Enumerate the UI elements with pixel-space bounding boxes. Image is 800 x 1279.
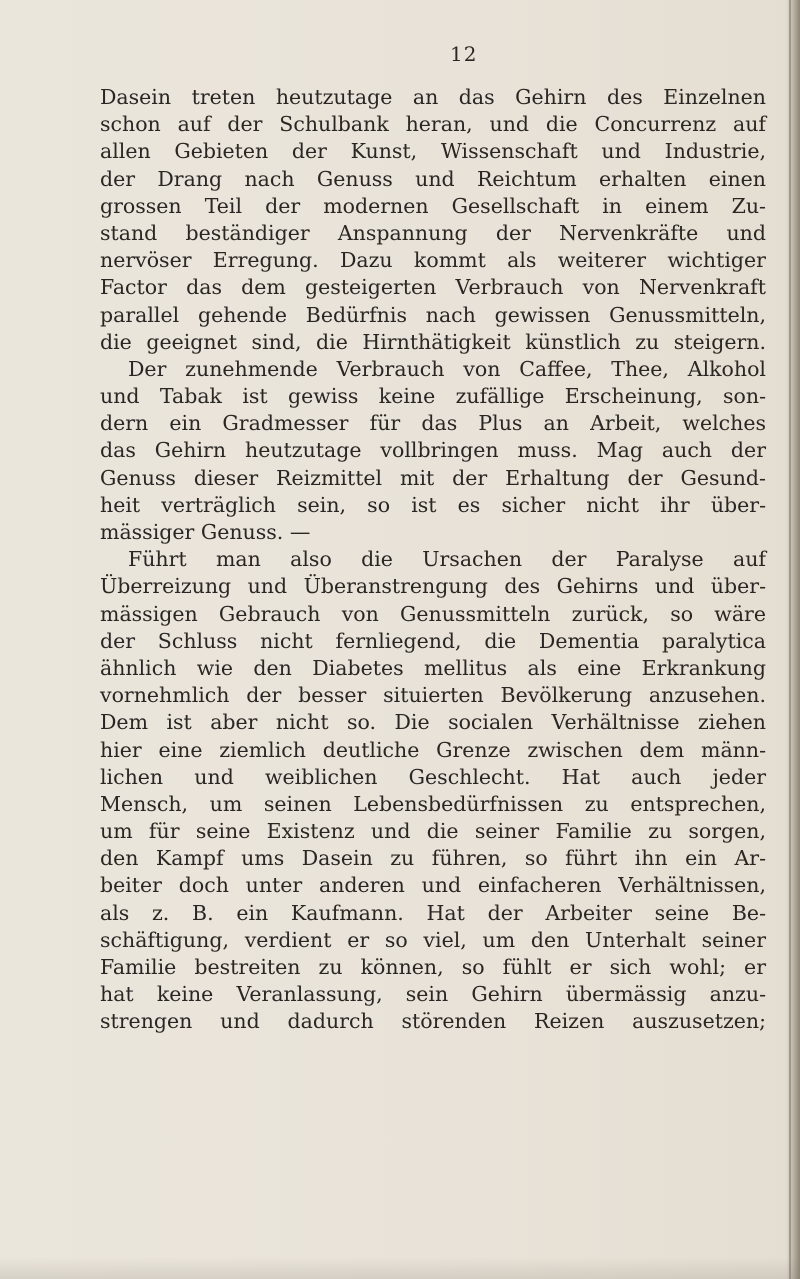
binding-edge-line [789,0,791,1279]
text-line: hat keine Veranlassung, sein Gehirn übermässig anzu- [100,982,766,1007]
text-line: grossen Teil der modernen Gesellschaft in einem Zu- [100,193,766,218]
text-line: den Kampf ums Dasein zu führen, so führt ihn ein Ar- [100,846,766,871]
text-line: Mensch, um seinen Lebensbedürfnissen zu entsprechen, [100,791,766,816]
body-text [100,84,766,1036]
text-line: ähnlich wie den Diabetes mellitus als eine Erkrankung [100,655,766,680]
text-line: hier eine ziemlich deutliche Grenze zwischen dem männ- [100,737,766,762]
text-line: mässigen Gebrauch von Genussmitteln zurück, so wäre [100,601,766,626]
text-line: schäftigung, verdient er so viel, um den Unterhalt seiner [100,927,766,952]
text-line: und Tabak ist gewiss keine zufällige Erscheinung, son- [100,384,766,409]
text-line: stand beständiger Anspannung der Nervenkräfte und [100,220,766,245]
text-line: das Gehirn heutzutage vollbringen muss. Mag auch der [100,438,766,463]
text-line: parallel gehende Bedürfnis nach gewissen Genussmitteln, [100,302,766,327]
text-line: um für seine Existenz und die seiner Familie zu sorgen, [100,819,766,844]
text-line: Factor das dem gesteigerten Verbrauch von Nervenkraft [100,275,766,300]
text-line: die geeignet sind, die Hirnthätigkeit künstlich zu steigern. [100,329,766,354]
text-line: vornehmlich der besser situierten Bevölkerung anzusehen. [100,683,766,708]
text-line: Dem ist aber nicht so. Die socialen Verhältnisse ziehen [100,710,766,735]
text-line: der Schluss nicht fernliegend, die Dementia paralytica [100,628,766,653]
page-number: 12 [450,42,478,66]
text-line: dern ein Gradmesser für das Plus an Arbeit, welches [100,411,766,436]
text-line: Genuss dieser Reizmittel mit der Erhaltung der Gesund- [100,465,766,490]
text-line: Familie bestreiten zu können, so fühlt er sich wohl; er [100,955,766,979]
text-line: Der zunehmende Verbrauch von Caffee, Thee, Alkohol [128,356,766,381]
text-line: allen Gebieten der Kunst, Wissenschaft und Industrie, [100,139,766,164]
text-line: beiter doch unter anderen und einfacheren Verhältnissen, [100,873,766,898]
text-line: nervöser Erregung. Dazu kommt als weiterer wichtiger [100,248,766,273]
text-line: Dasein treten heutzutage an das Gehirn des Einzelnen [100,85,766,109]
text-line: mässiger Genuss. — [100,520,311,544]
bottom-shadow [0,1257,800,1279]
text-line: Führt man also die Ursachen der Paralyse auf [128,547,766,572]
text-line: Überreizung und Überanstrengung des Gehirns und über- [100,574,766,599]
text-line: schon auf der Schulbank heran, und die Concurrenz auf [100,112,766,137]
text-line: heit verträglich sein, so ist es sicher nicht ihr über- [100,492,766,517]
text-line: strengen und dadurch störenden Reizen auszusetzen; [100,1009,766,1034]
text-line: als z. B. ein Kaufmann. Hat der Arbeiter seine Be- [100,900,766,925]
text-line: lichen und weiblichen Geschlecht. Hat auch jeder [100,764,766,789]
text-line: der Drang nach Genuss und Reichtum erhalten einen [100,166,766,191]
